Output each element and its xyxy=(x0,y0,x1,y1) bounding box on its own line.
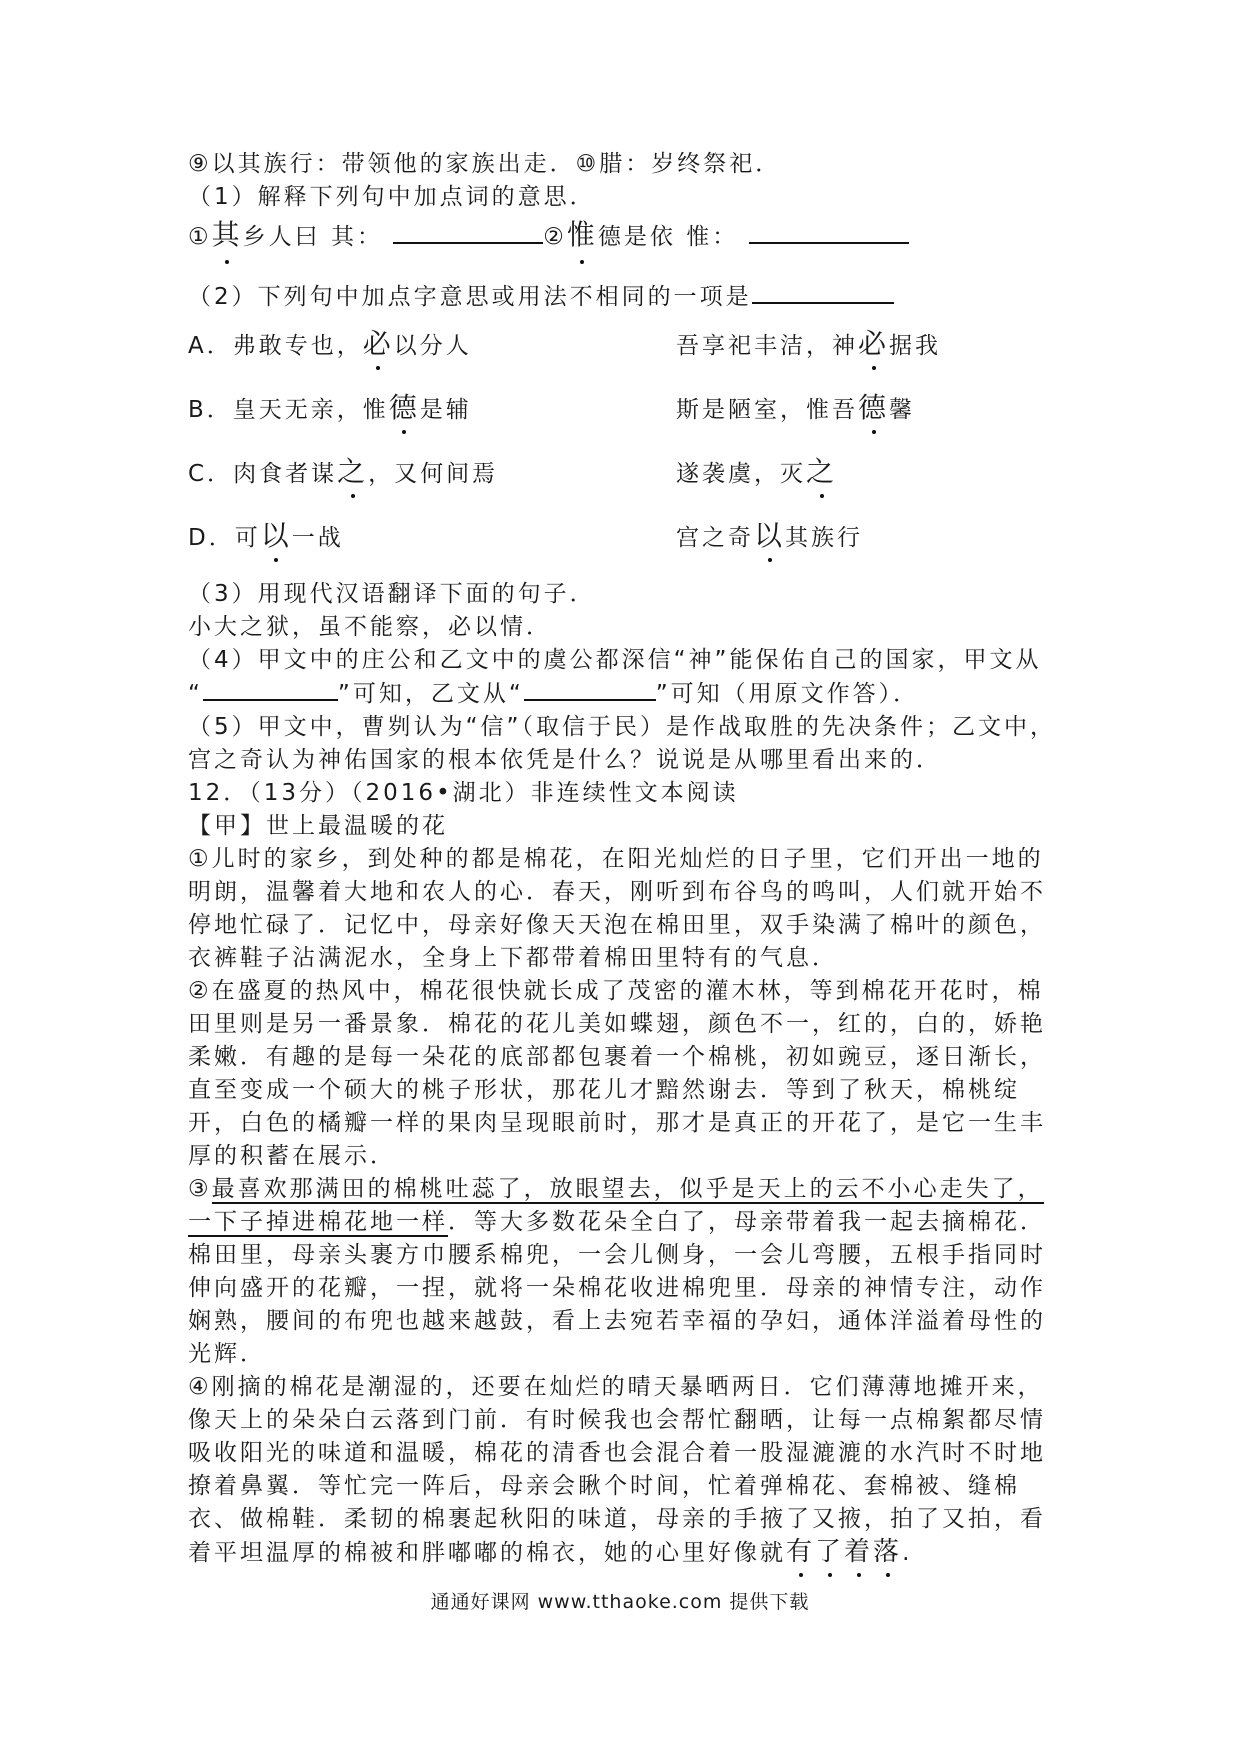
answer-blank[interactable] xyxy=(752,280,894,304)
dotted-word: 必 xyxy=(363,322,394,362)
circle-number: ① xyxy=(188,224,212,250)
exam-page xyxy=(188,148,1056,1570)
option-text: 斯是陋室，惟吾 xyxy=(676,397,858,423)
option-label: A． xyxy=(188,333,233,359)
option-text: 弗敢专也， xyxy=(232,333,363,359)
underlined-sentence: 最喜欢那满田的棉桃吐蕊了，放眼望去，似乎是天上的云不小心走失了，一下子掉进棉花地一样 xyxy=(188,1176,1044,1235)
option-text: 馨 xyxy=(889,397,916,423)
paragraph-3 xyxy=(188,1173,1048,1371)
option-row xyxy=(188,514,1048,578)
item-text: 德是依 惟： xyxy=(597,224,739,250)
question-12-title: 12．（13分）（2016•湖北）非连续性文本阅读 xyxy=(188,780,739,806)
option-text: 吾享祀丰洁，神 xyxy=(676,333,858,359)
option-text: 皇天无亲，惟 xyxy=(232,397,389,423)
option-text: 是辅 xyxy=(419,397,472,423)
option-row xyxy=(188,450,1048,514)
question-5-line-2: 宫之奇认为神佑国家的根本依凭是什么？说说是从哪里看出来的． xyxy=(188,747,942,773)
dotted-word: 德 xyxy=(858,386,889,426)
option-text: 据我 xyxy=(889,333,942,359)
answer-blank[interactable] xyxy=(524,677,656,701)
answer-blank[interactable] xyxy=(203,677,338,701)
answer-blank[interactable] xyxy=(393,220,543,244)
dotted-word: 之 xyxy=(337,450,368,490)
question-1-items xyxy=(188,214,1048,260)
option-text: 以分人 xyxy=(393,333,472,359)
option-text: 遂袭虞，灭 xyxy=(676,461,806,487)
question-4-line-1: （4）甲文中的庄公和乙文中的虞公都深信“神”能保佑自己的国家，甲文从 xyxy=(188,647,1042,673)
question-3-title: （3）用现代汉语翻译下面的句子． xyxy=(188,581,596,607)
dotted-char: 着 xyxy=(844,1537,874,1567)
quote-close: ”可知（用原文作答）． xyxy=(655,681,920,707)
dotted-word: 必 xyxy=(858,322,889,362)
option-left xyxy=(188,322,676,362)
passage-title: 【甲】世上最温暖的花 xyxy=(188,813,448,839)
quote-mid: ”可知，乙文从“ xyxy=(337,681,524,707)
dotted-word: 其 xyxy=(212,214,243,256)
footer-source: 通通好课网 www.tthaoke.com 提供下载 xyxy=(430,1591,810,1613)
question-3-sentence: 小大之狱，虽不能察，必以情． xyxy=(188,614,552,640)
quote-open: “ xyxy=(188,681,203,707)
dotted-char: 了 xyxy=(815,1537,845,1567)
option-right xyxy=(676,514,1048,554)
option-label: B． xyxy=(188,397,233,423)
item-text: 乡人曰 其： xyxy=(242,224,383,250)
question-2-title xyxy=(188,280,1048,314)
option-row xyxy=(188,322,1048,386)
paragraph-1: ①儿时的家乡，到处种的都是棉花，在阳光灿烂的日子里，它们开出一地的明朗，温馨着大地和农人的心．春天，刚听到布谷鸟的鸣叫，人们就开始不停地忙碌了．记忆中，母亲好像天天泡在棉田里，双手染满了棉叶的颜色，衣裤鞋子沾满泥水，全身上下都带着棉田里特有的气息． xyxy=(188,846,1046,971)
paragraph-4 xyxy=(188,1371,1048,1570)
note-line: ⑨以其族行：带领他的家族出走．⑩腊：岁终祭祀． xyxy=(188,151,782,177)
dotted-word: 惟 xyxy=(567,214,598,256)
dotted-word: 以 xyxy=(261,514,292,554)
option-right xyxy=(676,386,1048,426)
question-5-line-1: （5）甲文中，曹刿认为“信”（取信于民）是作战取胜的先决条件；乙文中， xyxy=(188,714,1056,740)
paragraph-2: ②在盛夏的热风中，棉花很快就长成了茂密的灌木林，等到棉花开花时，棉田里则是另一番景象．棉花的花儿美如蝶翅，颜色不一，红的，白的，娇艳柔嫩．有趣的是每一朵花的底部都包裹着一个棉桃，初如豌豆，逐日渐长，直至变成一个硕大的桃子形状，那花儿才黯然谢去．等到了秋天，棉桃绽开，白色的橘瓣一样的果肉呈现眼前时，那才是真正的开花了，是它一生丰厚的积蓄在展示． xyxy=(188,978,1046,1169)
option-text: 可 xyxy=(234,525,261,551)
option-text: 宫之奇 xyxy=(676,525,754,551)
question-1-title: （1）解释下列句中加点词的意思． xyxy=(188,184,596,210)
dotted-char: 有 xyxy=(786,1537,816,1567)
option-right xyxy=(676,322,1048,362)
option-right xyxy=(676,450,1048,490)
option-text: 肉食者谋 xyxy=(233,461,338,487)
circle-number: ② xyxy=(543,224,567,250)
question-2-text: （2）下列句中加点字意思或用法不相同的一项是 xyxy=(188,284,752,310)
option-left xyxy=(188,450,676,490)
option-row xyxy=(188,386,1048,450)
paragraph-number: ③ xyxy=(188,1176,212,1202)
option-left xyxy=(188,514,676,554)
dotted-word: 德 xyxy=(389,386,420,426)
dotted-char: 落 xyxy=(873,1537,903,1567)
dotted-phrase xyxy=(786,1537,903,1567)
answer-blank[interactable] xyxy=(749,220,909,244)
option-label: D． xyxy=(188,525,235,551)
option-text: ，又何间焉 xyxy=(368,461,499,487)
option-label: C． xyxy=(188,461,234,487)
dotted-word: 以 xyxy=(754,514,785,554)
option-text: 其族行 xyxy=(785,525,864,551)
dotted-word: 之 xyxy=(806,450,837,490)
paragraph-end: . xyxy=(902,1540,913,1566)
paragraph-text: ④刚摘的棉花是潮湿的，还要在灿烂的晴天暴晒两日．它们薄薄地摊开来，像天上的朵朵白云落到门前．有时候我也会帮忙翻晒，让每一点棉絮都尽情吸收阳光的味道和温暖，棉花的清香也会混合着一股湿漉漉的水汽时不时地撩着鼻翼．等忙完一阵后，母亲会瞅个时间，忙着弹棉花、套棉被、缝棉衣、做棉鞋．柔韧的棉裹起秋阳的味道，母亲的手掖了又掖，拍了又拍，看着平坦温厚的棉被和胖嘟嘟的棉衣，她的心里好像就 xyxy=(188,1374,1046,1566)
option-text: 一战 xyxy=(291,525,344,551)
options-list xyxy=(188,322,1048,578)
question-4-line-2 xyxy=(188,677,1048,711)
option-left xyxy=(188,386,676,426)
paragraph-text: ．等大多数花朵全白了，母亲带着我一起去摘棉花．棉田里，母亲头裹方巾腰系棉兜，一会儿侧身，一会儿弯腰，五根手指同时伸向盛开的花瓣，一捏，就将一朵棉花收进棉兜里．母亲的神情专注，动作娴熟，腰间的布兜也越来越鼓，看上去宛若幸福的孕妇，通体洋溢着母性的光辉． xyxy=(188,1209,1046,1367)
